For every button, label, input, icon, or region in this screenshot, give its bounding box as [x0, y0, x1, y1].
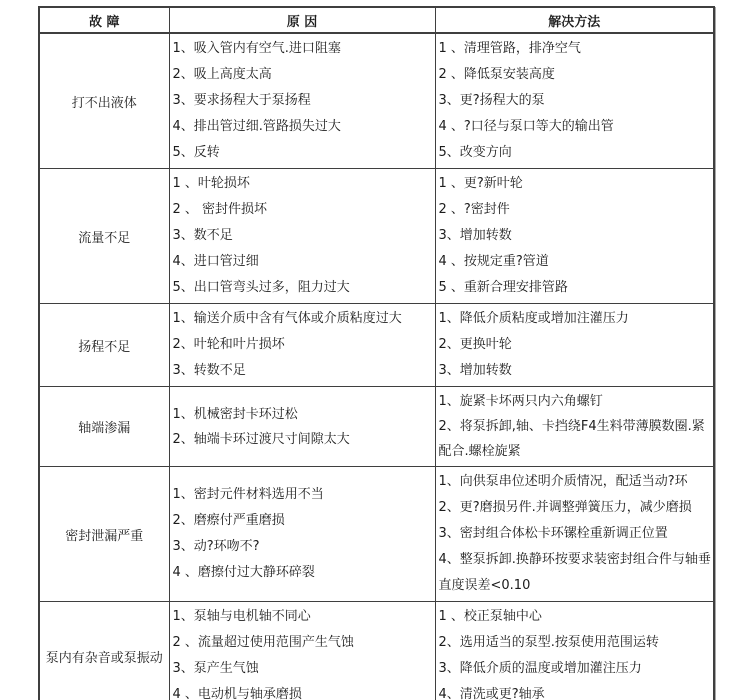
table-row	[39, 33, 714, 169]
fault-cell: 扬程不足	[39, 304, 169, 387]
fault-cell: 流量不足	[39, 169, 169, 304]
cause-item: 1、密封元件材料选用不当	[172, 487, 324, 502]
table-header-row	[39, 7, 714, 33]
cause-item: 1、吸入管内有空气.进口阻塞	[172, 41, 341, 56]
header-solution: 解决方法	[435, 7, 714, 33]
solution-cell	[435, 602, 714, 700]
solution-item: 1、旋紧卡坏两只内六角螺钉	[438, 394, 603, 409]
solution-item: 2、更换叶轮	[438, 337, 512, 352]
header-cause: 原 因	[169, 7, 435, 33]
table-row	[39, 387, 714, 467]
fault-cell: 轴端渗漏	[39, 387, 169, 467]
solution-item: 2、更?磨损另件.并调整弹簧压力，减少磨损	[438, 500, 692, 515]
solution-cell	[435, 467, 714, 602]
solution-item: 4、整泵拆卸.换静环按要求装密封组合件与轴垂直度误差<0.10	[438, 552, 711, 593]
cause-item: 4、排出管过细.管路损失过大	[172, 119, 341, 134]
solution-item: 5、改变方向	[438, 145, 512, 160]
cause-item: 1、泵轴与电机轴不同心	[172, 609, 311, 624]
solution-item: 1 、校正泵轴中心	[438, 609, 542, 624]
table-row	[39, 602, 714, 700]
solution-item: 5 、重新合理安排管路	[438, 280, 568, 295]
solution-cell	[435, 33, 714, 169]
fault-cell: 密封泄漏严重	[39, 467, 169, 602]
solution-item: 3、增加转数	[438, 363, 512, 378]
solution-item: 2 、?密封件	[438, 202, 510, 217]
cause-item: 5、反转	[172, 145, 220, 160]
cause-cell	[169, 602, 435, 700]
cause-item: 2、吸上高度太高	[172, 67, 272, 82]
solution-item: 1、降低介质粘度或增加注灌压力	[438, 311, 629, 326]
solution-item: 2、选用适当的泵型.按泵使用范围运转	[438, 635, 659, 650]
cause-cell	[169, 387, 435, 467]
solution-item: 1 、清理管路，排净空气	[438, 41, 581, 56]
table-row	[39, 169, 714, 304]
cause-item: 4、进口管过细	[172, 254, 259, 269]
fault-cell: 泵内有杂音或泵振动	[39, 602, 169, 700]
cause-item: 3、数不足	[172, 228, 233, 243]
cause-item: 3、泵产生气蚀	[172, 661, 259, 676]
cause-item: 4 、电动机与轴承磨损	[172, 687, 302, 700]
solution-item: 3、增加转数	[438, 228, 512, 243]
header-fault: 故 障	[39, 7, 169, 33]
pump-fault-table	[38, 6, 715, 700]
cause-item: 2 、 密封件损坏	[172, 202, 268, 217]
cause-cell	[169, 169, 435, 304]
cause-cell	[169, 467, 435, 602]
solution-cell	[435, 304, 714, 387]
solution-item: 2 、降低泵安装高度	[438, 67, 555, 82]
cause-item: 2 、流量超过使用范围产生气蚀	[172, 635, 354, 650]
solution-cell	[435, 387, 714, 467]
solution-item: 3、更?扬程大的泵	[438, 93, 545, 108]
solution-item: 4、清洗或更?轴承	[438, 687, 545, 700]
solution-item: 4 、?口径与泵口等大的输出管	[438, 119, 614, 134]
cause-item: 2、叶轮和叶片损坏	[172, 337, 285, 352]
cause-item: 5、出口管弯头过多，阻力过大	[172, 280, 350, 295]
solution-item: 4 、按规定重?管道	[438, 254, 549, 269]
solution-cell	[435, 169, 714, 304]
table-row	[39, 467, 714, 602]
solution-item: 1、向供泵串位述明介质情况，配适当动?环	[438, 474, 688, 489]
solution-item: 1 、更?新叶轮	[438, 176, 523, 191]
cause-item: 4 、磨擦付过大静环碎裂	[172, 565, 315, 580]
cause-cell	[169, 304, 435, 387]
cause-item: 3、转数不足	[172, 363, 246, 378]
solution-item: 3、降低介质的温度或增加灌注压力	[438, 661, 642, 676]
cause-item: 3、动?环吻不?	[172, 539, 260, 554]
solution-item: 3、密封组合体松卡环镙栓重新调正位置	[438, 526, 668, 541]
cause-item: 3、要求扬程大于泵扬程	[172, 93, 311, 108]
cause-cell	[169, 33, 435, 169]
cause-item: 1、输送介质中含有气体或介质粘度过大	[172, 311, 402, 326]
cause-item: 1 、叶轮损坏	[172, 176, 250, 191]
fault-cell: 打不出液体	[39, 33, 169, 169]
cause-item: 2、磨瘵付严重磨损	[172, 513, 285, 528]
cause-item: 2、轴端卡环过渡尺寸间隙太大	[172, 431, 350, 447]
solution-item: 2、将泵拆卸,轴、卡挡绕F4生料带薄膜数圈.紧配合.螺栓旋紧	[438, 419, 705, 459]
cause-item: 1、机械密封卡环过松	[172, 406, 298, 422]
table-row	[39, 304, 714, 387]
